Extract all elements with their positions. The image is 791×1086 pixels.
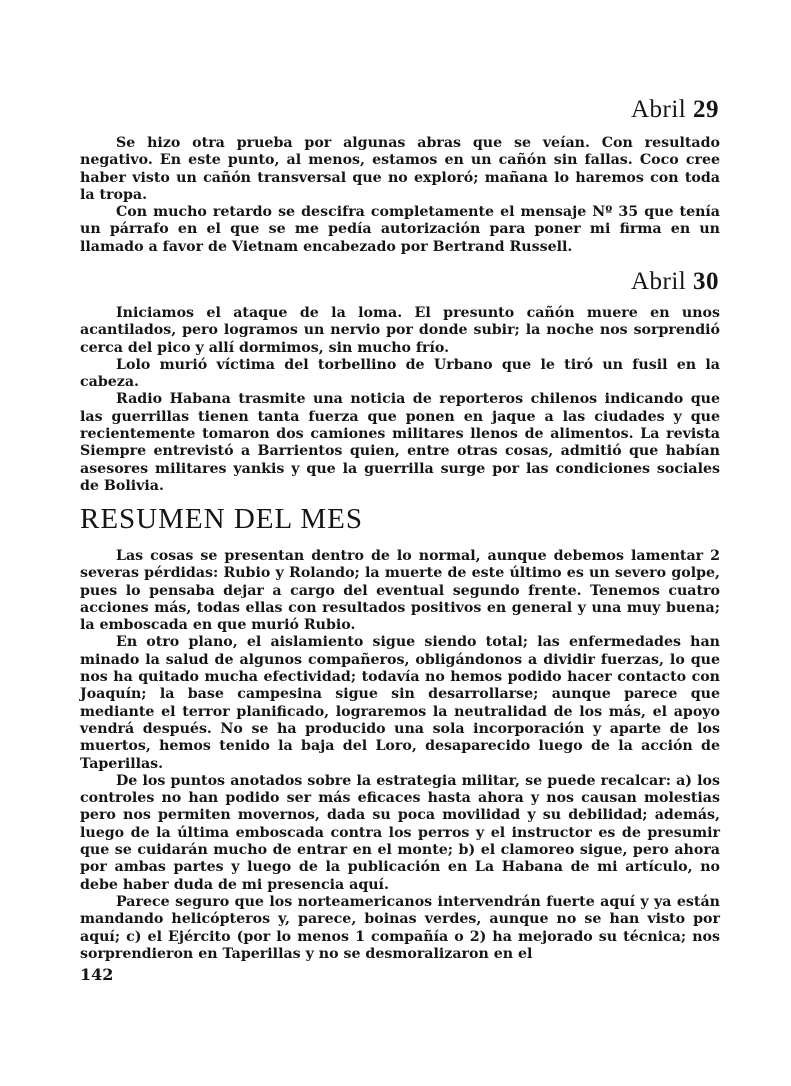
- paragraph: Iniciamos el ataque de la loma. El presunto cañón muere en unos acantilados, pero logramos un nervio por donde subir; la noche nos sorprendió cerca del pico y allí dormimos, sin mucho frío.: [80, 305, 720, 356]
- paragraph: Con mucho retardo se descifra completamente el mensaje Nº 35 que tenía un párrafo en el que se me pedía autorización para poner mi firma en un llamado a favor de Vietnam encabezado por Bertrand Russell.: [80, 204, 720, 255]
- paragraph: Se hizo otra prueba por algunas abras que se veían. Con resultado negativo. En este punto, al menos, estamos en un cañón sin fallas. Coco cree haber visto un cañón transversal que no exploró; mañana lo haremos con toda la tropa.: [80, 135, 720, 203]
- paragraph: De los puntos anotados sobre la estrategia militar, se puede recalcar: a) los controles no han podido ser más eficaces hasta ahora y nos causan molestias pero nos permiten movernos, dada su poca movilidad y su debilidad; además, luego de la última emboscada contra los perros y el instructor es de presumir que se cuidarán mucho de entrar en el monte; b) el clamoreo sigue, pero ahora por ambas partes y luego de la publicación en La Habana de mi artículo, no debe haber duda de mi presencia aquí.: [80, 772, 720, 893]
- date-month: Abril: [630, 268, 687, 295]
- entry-date-april-29: [631, 96, 719, 124]
- entry-april-30-text: [80, 305, 720, 495]
- summary-text: [80, 548, 720, 963]
- entry-april-29-text: [80, 135, 720, 256]
- date-day: 29: [693, 96, 719, 123]
- paragraph: Radio Habana trasmite una noticia de reporteros chilenos indicando que las guerrillas tienen tanta fuerza que ponen en jaque a las ciudades y que recientemente tomaron dos camiones militares llenos de alimentos. La revista Siempre entrevistó a Barrientos quien, entre otras cosas, admitió que habían asesores militares yankis y que la guerrilla surge por las condiciones sociales de Bolivia.: [80, 391, 720, 494]
- page-number: 142: [80, 965, 114, 984]
- date-month: Abril: [630, 96, 687, 123]
- date-day: 30: [693, 268, 719, 295]
- paragraph: En otro plano, el aislamiento sigue siendo total; las enfermedades han minado la salud de algunos compañeros, obligándonos a dividir fuerzas, lo que nos ha quitado mucha efectividad; todavía no hemos podido hacer contacto con Joaquín; la base campesina sigue sin desarrollarse; aunque parece que mediante el terror planificado, lograremos la neutralidad de los más, el apoyo vendrá después. No se ha producido una sola incorporación y aparte de los muertos, hemos tenido la baja del Loro, desaparecido luego de la acción de Taperillas.: [80, 634, 720, 772]
- paragraph: Lolo murió víctima del torbellino de Urbano que le tiró un fusil en la cabeza.: [80, 356, 720, 391]
- section-heading: RESUMEN DEL MES: [80, 503, 363, 535]
- entry-date-april-30: [631, 268, 719, 296]
- paragraph: Las cosas se presentan dentro de lo normal, aunque debemos lamentar 2 severas pérdidas: Rubio y Rolando; la muerte de este último es un severo golpe, pues lo pensaba dejar a cargo del eventual segundo frente. Tenemos cuatro acciones más, todas ellas con resultados positivos en general y una muy buena; la emboscada en que murió Rubio.: [80, 548, 720, 634]
- paragraph: Parece seguro que los norteamericanos intervendrán fuerte aquí y ya están mandando helicópteros y, parece, boinas verdes, aunque no se han visto por aquí; c) el Ejército (por lo menos 1 compañía o 2) ha mejorado su técnica; nos sorprendieron en Taperillas y no se desmoralizaron en el: [80, 893, 720, 962]
